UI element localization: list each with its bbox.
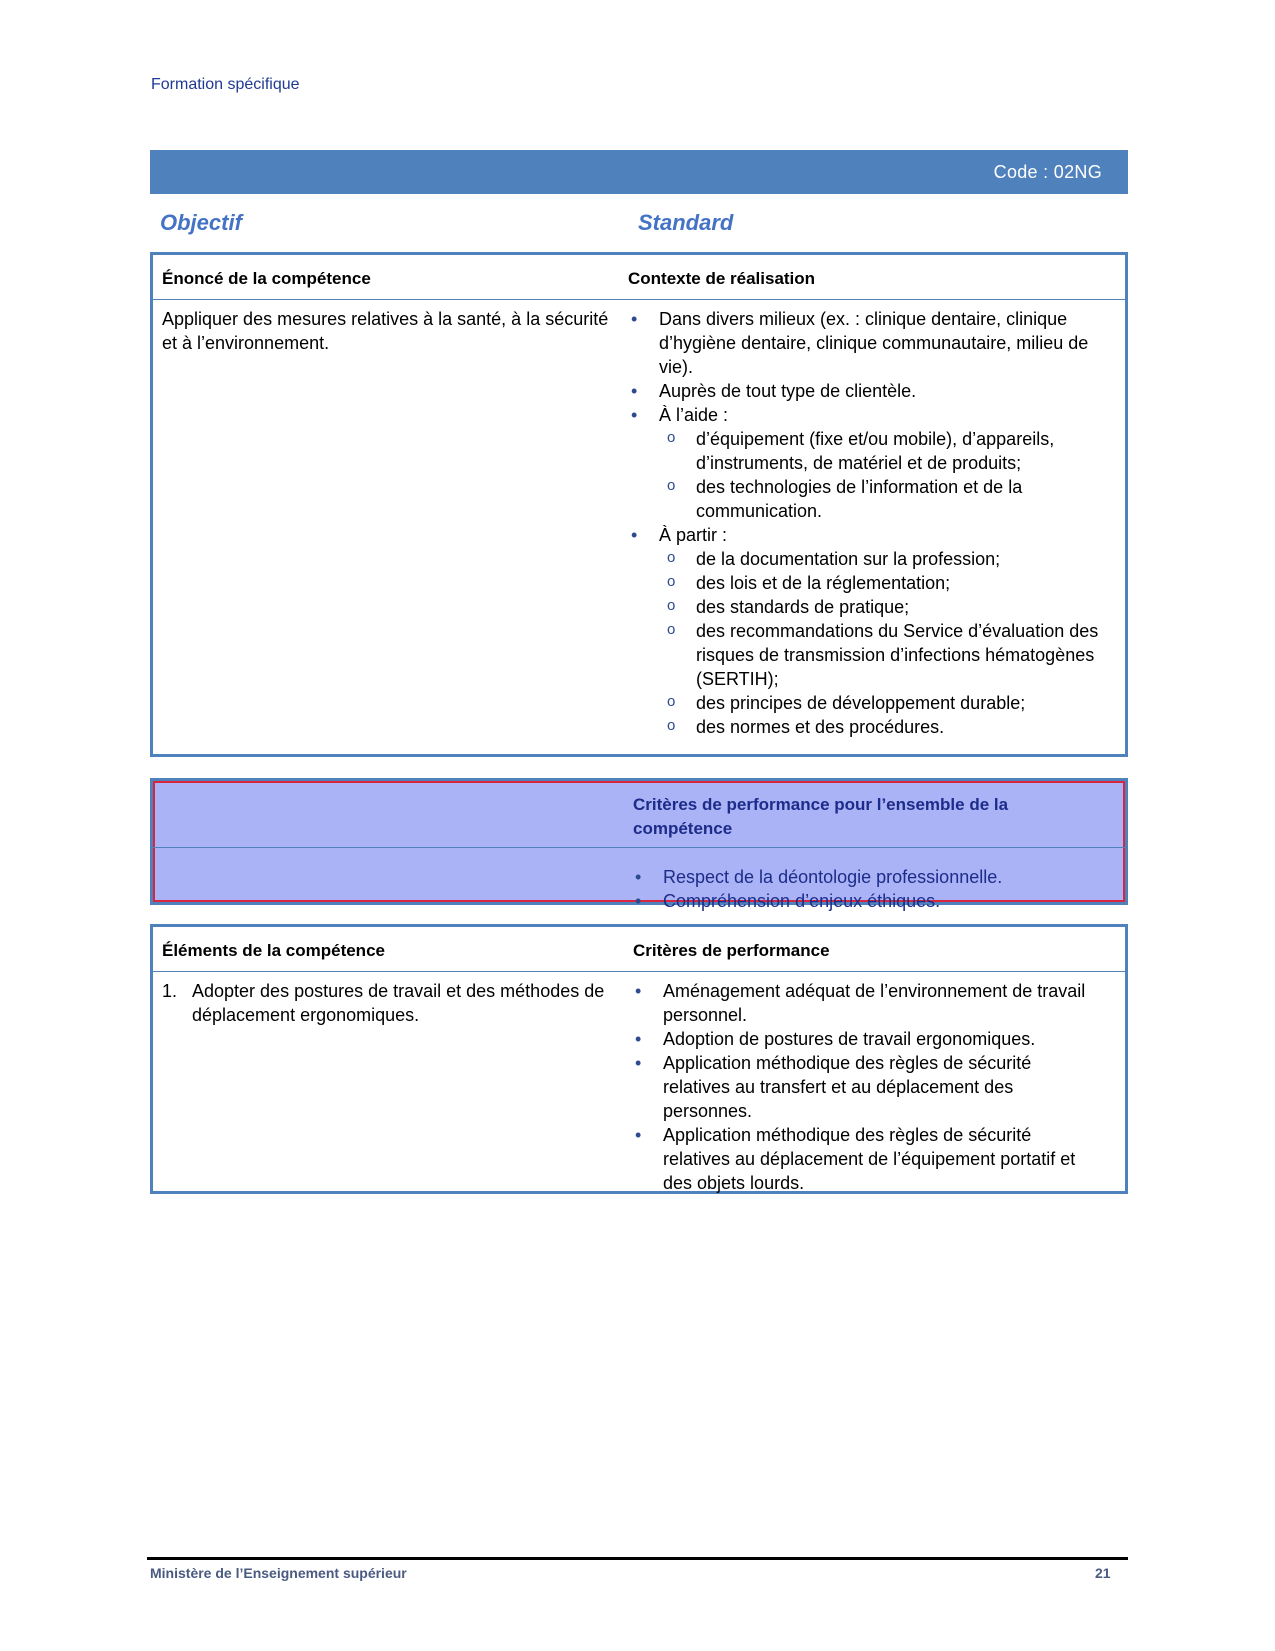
context-list bbox=[629, 307, 1109, 739]
performance-criterion: • Adoption de postures de travail ergonomiques. bbox=[633, 1027, 1093, 1051]
performance-criteria-list bbox=[633, 979, 1093, 1195]
performance-criterion: • Application méthodique des règles de sécurité relatives au déplacement de l’équipement portatif et des objets lourds. bbox=[633, 1123, 1093, 1195]
overall-criterion: • Respect de la déontologie professionnelle. bbox=[633, 865, 1093, 889]
overall-criteria-divider bbox=[153, 847, 1125, 848]
footer-ministry: Ministère de l’Enseignement supérieur bbox=[150, 1565, 407, 1581]
competence-table bbox=[150, 252, 1128, 757]
overall-criteria-header: Critères de performance pour l’ensemble de la compétence bbox=[633, 795, 1009, 838]
overall-criterion: • Compréhension d’enjeux éthiques. bbox=[633, 889, 1093, 913]
section-headings bbox=[160, 210, 1120, 240]
elements-table bbox=[150, 924, 1128, 1194]
context-item bbox=[629, 379, 1109, 403]
context-subitem: o des principes de développement durable; bbox=[629, 691, 1109, 715]
context-subitem: o des technologies de l’information et de la communication. bbox=[629, 475, 1109, 523]
element-number: 1. bbox=[162, 981, 178, 1001]
context-sublist bbox=[629, 547, 1109, 739]
elements-table-header bbox=[153, 927, 1125, 972]
page-number: 21 bbox=[1095, 1565, 1111, 1581]
context-item-text: À l’aide : bbox=[659, 405, 729, 425]
enonce-header: Énoncé de la compétence bbox=[162, 269, 371, 288]
code-banner bbox=[150, 150, 1128, 194]
context-sublist bbox=[629, 427, 1109, 523]
running-header: Formation spécifique bbox=[151, 76, 300, 93]
competence-table-header bbox=[153, 255, 1125, 300]
context-subitem: o de la documentation sur la profession; bbox=[629, 547, 1109, 571]
element-item bbox=[162, 979, 612, 1027]
contexte-header: Contexte de réalisation bbox=[628, 269, 816, 288]
competency-code: Code : 02NG bbox=[993, 162, 1102, 182]
context-item-text: À partir : bbox=[659, 525, 728, 545]
elements-header: Éléments de la compétence bbox=[162, 941, 385, 960]
context-item-text: Auprès de tout type de clientèle. bbox=[659, 381, 917, 401]
overall-criteria-table bbox=[150, 778, 1128, 911]
objectif-heading: Objectif bbox=[160, 210, 242, 235]
competence-statement: Appliquer des mesures relatives à la santé, à la sécurité et à l’environnement. bbox=[162, 309, 609, 353]
context-item-text: Dans divers milieux (ex. : clinique dentaire, clinique d’hygiène dentaire, clinique communautaire, milieu de vie). bbox=[659, 309, 1089, 377]
standard-heading: Standard bbox=[638, 210, 734, 235]
context-subitem: o des recommandations du Service d’évaluation des risques de transmission d’infections hématogènes (SERTIH); bbox=[629, 619, 1109, 691]
overall-criteria-list bbox=[633, 865, 1093, 913]
context-subitem: o des standards de pratique; bbox=[629, 595, 1109, 619]
context-subitem: o d’équipement (fixe et/ou mobile), d’appareils, d’instruments, de matériel et de produits; bbox=[629, 427, 1109, 475]
context-subitem: o des lois et de la réglementation; bbox=[629, 571, 1109, 595]
context-item bbox=[629, 403, 1109, 523]
element-text: Adopter des postures de travail et des méthodes de déplacement ergonomiques. bbox=[192, 981, 605, 1025]
context-item bbox=[629, 523, 1109, 739]
criteria-header: Critères de performance bbox=[633, 941, 830, 960]
performance-criterion: • Application méthodique des règles de sécurité relatives au transfert et au déplacement des personnes. bbox=[633, 1051, 1093, 1123]
context-item bbox=[629, 307, 1109, 379]
context-subitem: o des normes et des procédures. bbox=[629, 715, 1109, 739]
footer-rule bbox=[147, 1557, 1128, 1560]
performance-criterion: • Aménagement adéquat de l’environnement de travail personnel. bbox=[633, 979, 1093, 1027]
